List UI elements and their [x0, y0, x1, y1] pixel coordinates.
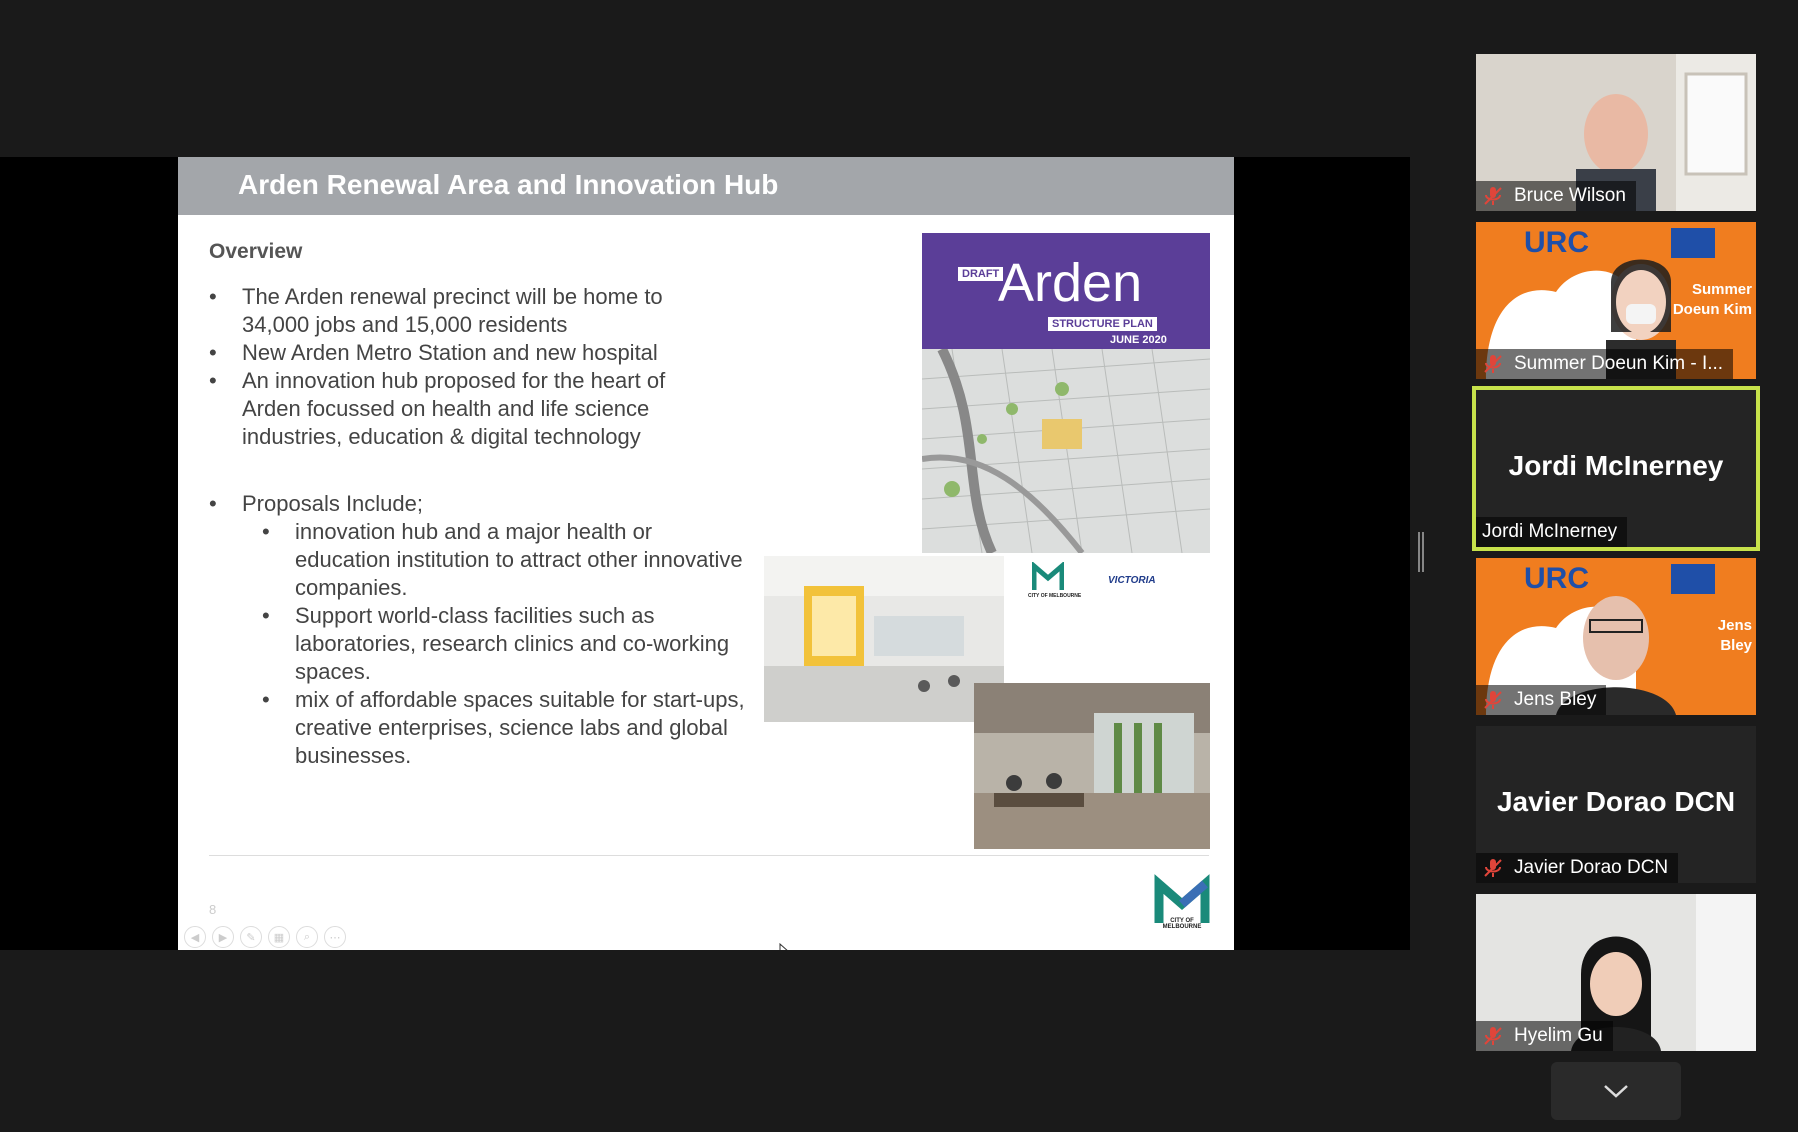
slide-page-number: 8 [209, 902, 217, 917]
cover-date: JUNE 2020 [1110, 334, 1167, 346]
city-of-melbourne-footer-label: CITY OF MELBOURNE [1162, 918, 1202, 930]
city-of-melbourne-label: CITY OF MELBOURNE [1028, 593, 1082, 599]
participant-display-name: Javier Dorao DCN [1496, 786, 1736, 817]
muted-mic-icon [1482, 1025, 1504, 1047]
participant-name-bar [1476, 349, 1733, 379]
victoria-logo: VICTORIA [1108, 575, 1156, 586]
backdrop-logo-text: URC [1524, 562, 1589, 595]
backdrop-logo-text: URC [1524, 226, 1589, 259]
slide-header [178, 157, 1234, 215]
more-options-icon[interactable]: ⋯ [324, 926, 346, 948]
sub-bullet-1: innovation hub and a major health or education institution to attract other innovative companies. [295, 519, 743, 600]
participant-name-bar [1476, 517, 1627, 547]
sub-bullet-3: mix of affordable spaces suitable for start-ups, creative enterprises, science labs and global businesses. [295, 687, 745, 768]
participant-tile-jens-bley[interactable] [1476, 558, 1756, 715]
city-of-melbourne-logo-icon [1032, 562, 1064, 592]
participant-name: Javier Dorao DCN [1514, 857, 1669, 878]
participant-name-bar [1476, 181, 1636, 211]
muted-mic-icon [1482, 185, 1504, 207]
innovation-hub-interior-photo [764, 556, 1004, 722]
cover-title: Arden [998, 253, 1143, 313]
sub-bullet-glyph: • [262, 603, 270, 628]
bullet-4: Proposals Include; [242, 491, 423, 516]
bullet-glyph: • [209, 491, 217, 516]
cover-draft-label: DRAFT [958, 267, 1003, 281]
backdrop-name-text: Jens Bley [1717, 617, 1752, 654]
chevron-down-icon [1603, 1083, 1629, 1099]
pen-icon[interactable]: ✎ [240, 926, 262, 948]
participant-name: Summer Doeun Kim - I... [1514, 353, 1724, 374]
bullet-glyph: • [209, 284, 217, 309]
next-slide-icon[interactable]: ▶ [212, 926, 234, 948]
slide-toolbar [184, 926, 346, 948]
slide-divider [209, 855, 1209, 856]
backdrop-name-text: Summer Doeun Kim [1672, 281, 1752, 318]
participant-name-bar [1476, 685, 1606, 715]
scroll-down-button[interactable] [1551, 1062, 1681, 1120]
sub-bullet-2: Support world-class facilities such as laboratories, research clinics and co-working spaces. [295, 603, 730, 684]
bullet-2: New Arden Metro Station and new hospital [242, 340, 658, 365]
presentation-slide [178, 157, 1234, 950]
previous-slide-icon[interactable]: ◀ [184, 926, 206, 948]
participant-tile-summer-doeun-kim[interactable] [1476, 222, 1756, 379]
panel-splitter-handle[interactable] [1418, 532, 1424, 572]
co-working-space-photo [974, 683, 1210, 849]
sub-bullet-glyph: • [262, 519, 270, 544]
slides-grid-icon[interactable]: ▦ [268, 926, 290, 948]
participant-name: Jens Bley [1514, 689, 1597, 710]
bullet-3: An innovation hub proposed for the heart of Arden focussed on health and life science industries, education & digital technology [242, 368, 666, 449]
participant-name-bar [1476, 853, 1678, 883]
cover-subtitle: STRUCTURE PLAN [1048, 317, 1157, 331]
mouse-cursor-icon [779, 943, 791, 950]
participant-name-bar [1476, 1021, 1613, 1051]
structure-plan-cover [922, 233, 1210, 553]
participant-name: Jordi McInerney [1482, 521, 1618, 542]
muted-mic-icon [1482, 353, 1504, 375]
participant-tile-hyelim-gu[interactable] [1476, 894, 1756, 1051]
participant-name: Hyelim Gu [1514, 1025, 1603, 1046]
participant-display-name: Jordi McInerney [1508, 450, 1724, 481]
muted-mic-icon [1482, 857, 1504, 879]
bullet-1: The Arden renewal precinct will be home to 34,000 jobs and 15,000 residents [242, 284, 663, 337]
cover-band [922, 233, 1210, 349]
muted-mic-icon [1482, 689, 1504, 711]
zoom-icon[interactable]: ⌕ [296, 926, 318, 948]
participant-tile-javier-dorao[interactable] [1476, 726, 1756, 883]
overview-heading: Overview [209, 240, 303, 263]
participant-name: Bruce Wilson [1514, 185, 1626, 206]
aerial-map-image [922, 349, 1210, 553]
slide-title: Arden Renewal Area and Innovation Hub [238, 169, 779, 200]
bullet-glyph: • [209, 368, 217, 393]
sub-bullet-glyph: • [262, 687, 270, 712]
participant-tile-bruce-wilson[interactable] [1476, 54, 1756, 211]
participant-tile-jordi-mcinerney[interactable] [1476, 390, 1756, 547]
bullet-glyph: • [209, 340, 217, 365]
